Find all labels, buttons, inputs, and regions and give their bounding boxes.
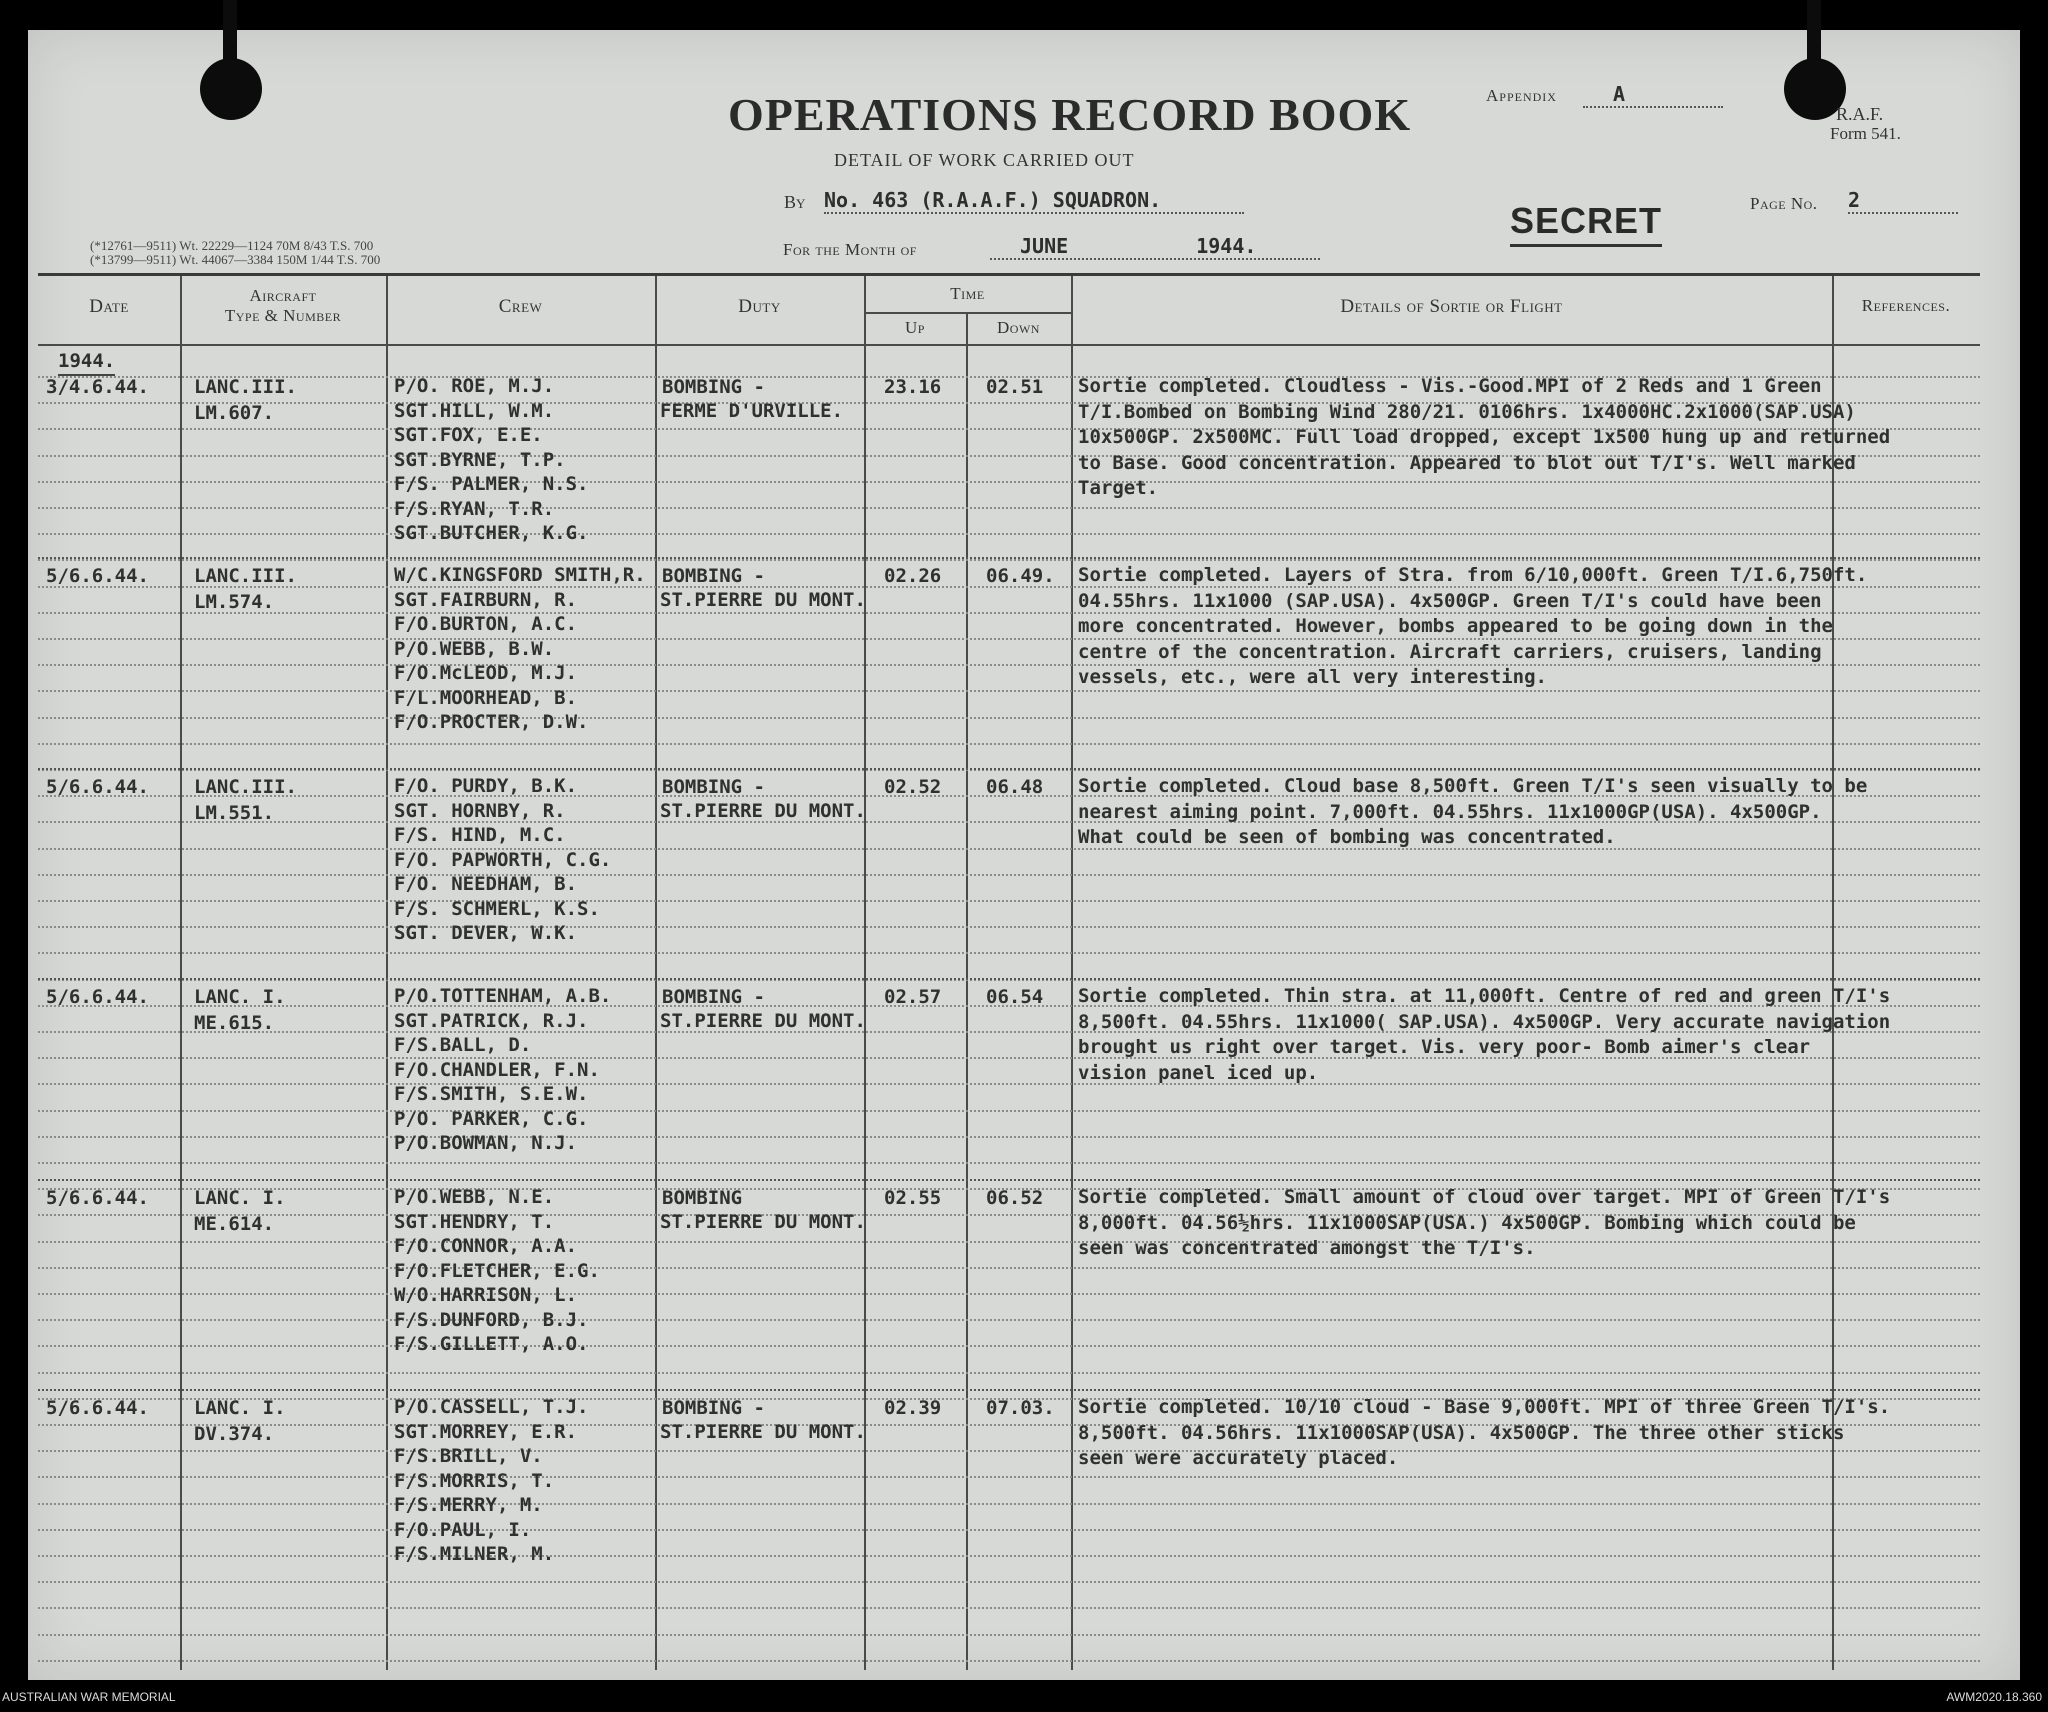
crew-member: SGT.BYRNE, T.P. xyxy=(394,448,566,471)
crew-member: F/S. HIND, M.C. xyxy=(394,824,566,846)
ruled-line xyxy=(38,690,1980,692)
entry-date: 5/6.6.44. xyxy=(46,1397,149,1419)
aircraft-number: LM.551. xyxy=(194,802,275,824)
col-divider-down xyxy=(1071,276,1073,1670)
aircraft-number: ME.614. xyxy=(194,1213,275,1235)
crew-member: F/O.BURTON, A.C. xyxy=(394,613,578,635)
entry-separator xyxy=(38,768,1980,770)
crew-member: F/S.RYAN, T.R. xyxy=(394,497,555,520)
col-divider-aircraft xyxy=(386,276,388,1670)
ruled-line xyxy=(38,1660,1980,1662)
sortie-detail-line: seen was concentrated amongst the T/I's. xyxy=(1078,1237,1536,1259)
print-code-2: (*13799—9511) Wt. 44067—3384 150M 1/44 T.S. 700 xyxy=(90,252,381,267)
crew-member: P/O.TOTTENHAM, A.B. xyxy=(394,985,612,1007)
aircraft-type: LANC.III. xyxy=(194,776,297,798)
crew-member: SGT.MORREY, E.R. xyxy=(394,1420,578,1443)
crew-member: W/O.HARRISON, L. xyxy=(394,1284,578,1306)
ruled-line xyxy=(38,900,1980,902)
sortie-detail-line: vision panel iced up. xyxy=(1078,1061,1319,1084)
ruled-line xyxy=(38,1241,1980,1243)
month-value: JUNE xyxy=(1020,234,1069,258)
header-crew: Crew xyxy=(498,296,543,317)
by-label: By xyxy=(784,192,806,212)
ruled-line xyxy=(38,848,1980,850)
header-duty: Duty xyxy=(738,296,781,317)
col-divider-time xyxy=(966,312,968,1670)
entry-date: 5/6.6.44. xyxy=(46,986,149,1008)
form-label-raf: R.A.F. xyxy=(1836,104,1884,124)
crew-member: F/O.PAUL, I. xyxy=(394,1518,532,1541)
crew-member: F/O. PURDY, B.K. xyxy=(394,775,578,797)
header-down: Down xyxy=(997,318,1040,337)
aircraft-number: ME.615. xyxy=(194,1012,275,1034)
time-up: 02.57 xyxy=(884,986,942,1008)
sortie-detail-line: Sortie completed. Layers of Stra. from 6/10,000ft. Green T/I.6,750ft. xyxy=(1078,564,1868,586)
sortie-detail-line: to Base. Good concentration. Appeared to blot out T/I's. Well marked xyxy=(1078,451,1856,474)
time-down: 06.54 xyxy=(986,986,1044,1008)
crew-member: P/O. PARKER, C.G. xyxy=(394,1107,589,1130)
header-up: Up xyxy=(905,318,925,337)
binder-slot-right xyxy=(1807,0,1821,60)
year-note: 1944. xyxy=(58,348,115,376)
aircraft-type: LANC. I. xyxy=(194,1187,286,1209)
appendix-label: Appendix xyxy=(1486,86,1557,105)
crew-member: F/O.CONNOR, A.A. xyxy=(394,1235,578,1257)
crew-member: F/S.BALL, D. xyxy=(394,1034,532,1056)
ruled-line xyxy=(38,952,1980,954)
secret-stamp: SECRET xyxy=(1510,200,1662,247)
punch-hole-left-icon xyxy=(200,58,262,120)
entry-separator xyxy=(38,557,1980,559)
col-divider-crew xyxy=(655,276,657,1670)
sortie-detail-line: 04.55hrs. 11x1000 (SAP.USA). 4x500GP. Green T/I's could have been xyxy=(1078,589,1822,612)
aircraft-type: LANC. I. xyxy=(194,1397,286,1419)
page-number-value: 2 xyxy=(1848,188,1958,214)
squadron-field: No. 463 (R.A.A.F.) SQUADRON. xyxy=(824,188,1244,214)
time-up: 02.55 xyxy=(884,1187,942,1209)
ruled-line xyxy=(38,1581,1980,1583)
ruled-line xyxy=(38,533,1980,535)
sortie-detail-line: seen were accurately placed. xyxy=(1078,1447,1399,1469)
header-references: References. xyxy=(1861,296,1951,315)
aircraft-type: LANC.III. xyxy=(194,376,297,398)
crew-member: P/O.WEBB, B.W. xyxy=(394,637,555,660)
sortie-detail-line: Sortie completed. Small amount of cloud over target. MPI of Green T/I's xyxy=(1078,1186,1891,1208)
aircraft-number: LM.574. xyxy=(194,591,275,613)
crew-member: SGT. DEVER, W.K. xyxy=(394,922,578,944)
crew-member: P/O. ROE, M.J. xyxy=(394,375,555,397)
crew-member: F/O.CHANDLER, F.N. xyxy=(394,1058,600,1081)
crew-member: SGT.FAIRBURN, R. xyxy=(394,588,578,611)
ruled-line xyxy=(38,1372,1980,1374)
col-divider-duty xyxy=(864,276,866,1670)
footer-accession: AWM2020.18.360 xyxy=(1946,1690,2042,1704)
ruled-line xyxy=(38,1607,1980,1609)
aircraft-number: LM.607. xyxy=(194,402,275,424)
time-up: 02.26 xyxy=(884,565,942,587)
operations-table xyxy=(38,273,1980,1670)
page-subtitle: DETAIL OF WORK CARRIED OUT xyxy=(834,150,1135,170)
duty-target: ST.PIERRE DU MONT. xyxy=(660,800,866,822)
entry-date: 5/6.6.44. xyxy=(46,1187,149,1209)
crew-member: F/S. SCHMERL, K.S. xyxy=(394,897,600,920)
crew-member: SGT.HENDRY, T. xyxy=(394,1210,555,1233)
sortie-detail-line: nearest aiming point. 7,000ft. 04.55hrs. 11x1000GP(USA). 4x500GP. xyxy=(1078,800,1822,823)
page-title: OPERATIONS RECORD BOOK xyxy=(728,89,1412,140)
crew-member: F/O. PAPWORTH, C.G. xyxy=(394,848,612,871)
header-date: Date xyxy=(89,296,129,317)
header-bottom-rule xyxy=(38,344,1980,346)
crew-member: F/S.MILNER, M. xyxy=(394,1543,555,1565)
crew-member: P/O.BOWMAN, N.J. xyxy=(394,1132,578,1154)
crew-member: F/S.MORRIS, T. xyxy=(394,1469,555,1492)
sortie-detail-line: T/I.Bombed on Bombing Wind 280/21. 0106hrs. 1x4000HC.2x1000(SAP.USA) xyxy=(1078,400,1856,423)
time-down: 06.49. xyxy=(986,565,1055,587)
sortie-detail-line: vessels, etc., were all very interesting. xyxy=(1078,666,1547,688)
ruled-line xyxy=(38,1319,1980,1321)
crew-member: SGT.PATRICK, R.J. xyxy=(394,1009,589,1032)
entry-date: 5/6.6.44. xyxy=(46,565,149,587)
ruled-line xyxy=(38,1293,1980,1295)
month-field xyxy=(990,234,1320,260)
duty-type: BOMBING - xyxy=(662,376,765,398)
crew-member: SGT. HORNBY, R. xyxy=(394,799,566,822)
binder-slot-left xyxy=(223,0,237,60)
duty-target: ST.PIERRE DU MONT. xyxy=(660,1211,866,1233)
ruled-line xyxy=(38,1503,1980,1505)
sortie-detail-line: 8,500ft. 04.56hrs. 11x1000SAP(USA). 4x500GP. The three other sticks xyxy=(1078,1421,1845,1444)
duty-target: ST.PIERRE DU MONT. xyxy=(660,589,866,611)
sortie-detail-line: Sortie completed. Thin stra. at 11,000ft. Centre of red and green T/I's xyxy=(1078,985,1891,1007)
year-value: 1944. xyxy=(1196,234,1257,258)
ruled-line xyxy=(38,926,1980,928)
ruled-line xyxy=(38,1555,1980,1557)
crew-member: F/S. PALMER, N.S. xyxy=(394,473,589,495)
duty-target: ST.PIERRE DU MONT. xyxy=(660,1010,866,1032)
duty-type: BOMBING - xyxy=(662,1397,765,1419)
ruled-line xyxy=(38,874,1980,876)
sortie-detail-line: Sortie completed. Cloud base 8,500ft. Green T/I's seen visually to be xyxy=(1078,775,1868,797)
time-up: 23.16 xyxy=(884,376,942,398)
sortie-detail-line: more concentrated. However, bombs appeared to be going down in the xyxy=(1078,615,1833,637)
time-up: 02.52 xyxy=(884,776,942,798)
time-down: 06.48 xyxy=(986,776,1044,798)
time-header-divider xyxy=(864,312,1071,314)
col-divider-details xyxy=(1832,276,1834,1670)
crew-member: W/C.KINGSFORD SMITH,R. xyxy=(394,564,646,586)
crew-member: F/O.McLEOD, M.J. xyxy=(394,662,578,684)
header-aircraft-sub: Type & Number xyxy=(224,306,342,325)
crew-member: F/S.SMITH, S.E.W. xyxy=(394,1083,589,1105)
time-down: 06.52 xyxy=(986,1187,1044,1209)
appendix-value: A xyxy=(1583,82,1723,108)
time-up: 02.39 xyxy=(884,1397,942,1419)
crew-member: SGT.HILL, W.M. xyxy=(394,399,555,422)
aircraft-number: DV.374. xyxy=(194,1423,275,1445)
ruled-line xyxy=(38,1345,1980,1347)
entry-separator xyxy=(38,978,1980,980)
month-label: For the Month of xyxy=(783,240,917,259)
aircraft-type: LANC. I. xyxy=(194,986,286,1008)
footer-source: AUSTRALIAN WAR MEMORIAL xyxy=(2,1690,176,1704)
form-label-number: Form 541. xyxy=(1830,124,1901,143)
duty-type: BOMBING - xyxy=(662,776,765,798)
sortie-detail-line: 10x500GP. 2x500MC. Full load dropped, except 1x500 hung up and returned xyxy=(1078,426,1891,448)
crew-member: SGT.FOX, E.E. xyxy=(394,424,543,446)
ruled-line xyxy=(38,1529,1980,1531)
crew-member: F/S.DUNFORD, B.J. xyxy=(394,1308,589,1331)
header-details: Details of Sortie or Flight xyxy=(1340,296,1563,317)
crew-member: F/S.GILLETT, A.O. xyxy=(394,1333,589,1355)
entry-separator xyxy=(38,1389,1980,1391)
sortie-detail-line: What could be seen of bombing was concentrated. xyxy=(1078,826,1616,848)
ruled-line xyxy=(38,1162,1980,1164)
ruled-line xyxy=(38,1450,1980,1452)
duty-type: BOMBING - xyxy=(662,565,765,587)
ruled-line xyxy=(38,743,1980,745)
print-code-1: (*12761—9511) Wt. 22229—1124 70M 8/43 T.S. 700 xyxy=(90,238,374,253)
page-number-label: Page No. xyxy=(1750,194,1818,213)
ruled-line xyxy=(38,1267,1980,1269)
crew-member: F/S.BRILL, V. xyxy=(394,1445,543,1467)
crew-member: P/O.WEBB, N.E. xyxy=(394,1186,555,1208)
time-down: 02.51 xyxy=(986,376,1044,398)
col-divider-date xyxy=(180,276,182,1670)
ruled-line xyxy=(38,1083,1980,1085)
ruled-line xyxy=(38,507,1980,509)
aircraft-type: LANC.III. xyxy=(194,565,297,587)
ruled-line xyxy=(38,1136,1980,1138)
ruled-line xyxy=(38,1110,1980,1112)
time-down: 07.03. xyxy=(986,1397,1055,1419)
crew-member: F/L.MOORHEAD, B. xyxy=(394,686,578,709)
entry-separator xyxy=(38,1179,1980,1181)
duty-type: BOMBING - xyxy=(662,986,765,1008)
sortie-detail-line: Sortie completed. 10/10 cloud - Base 9,000ft. MPI of three Green T/I's. xyxy=(1078,1396,1891,1418)
ruled-line xyxy=(38,481,1980,483)
duty-target: ST.PIERRE DU MONT. xyxy=(660,1421,866,1443)
sortie-detail-line: centre of the concentration. Aircraft carriers, cruisers, landing xyxy=(1078,640,1822,663)
ruled-line xyxy=(38,717,1980,719)
header-aircraft: Aircraft xyxy=(249,286,317,305)
sortie-detail-line: Target. xyxy=(1078,477,1159,499)
duty-target: FERME D'URVILLE. xyxy=(660,400,844,422)
sortie-detail-line: Sortie completed. Cloudless - Vis.-Good.MPI of 2 Reds and 1 Green xyxy=(1078,375,1822,397)
ruled-line xyxy=(38,1634,1980,1636)
crew-member: SGT.BUTCHER, K.G. xyxy=(394,522,589,544)
header-time: Time xyxy=(950,284,985,303)
entry-date: 3/4.6.44. xyxy=(46,376,149,398)
sortie-detail-line: 8,500ft. 04.55hrs. 11x1000( SAP.USA). 4x500GP. Very accurate navigation xyxy=(1078,1010,1891,1033)
ruled-line xyxy=(38,559,1980,561)
crew-member: F/S.MERRY, M. xyxy=(394,1494,543,1516)
ruled-line xyxy=(38,1476,1980,1478)
crew-member: F/O.FLETCHER, E.G. xyxy=(394,1259,600,1282)
entry-date: 5/6.6.44. xyxy=(46,776,149,798)
crew-member: F/O.PROCTER, D.W. xyxy=(394,711,589,733)
crew-member: P/O.CASSELL, T.J. xyxy=(394,1396,589,1418)
crew-member: F/O. NEEDHAM, B. xyxy=(394,873,578,895)
sortie-detail-line: brought us right over target. Vis. very poor- Bomb aimer's clear xyxy=(1078,1036,1811,1058)
sortie-detail-line: 8,000ft. 04.56½hrs. 11x1000SAP(USA.) 4x500GP. Bombing which could be xyxy=(1078,1211,1856,1234)
duty-type: BOMBING xyxy=(662,1187,743,1209)
